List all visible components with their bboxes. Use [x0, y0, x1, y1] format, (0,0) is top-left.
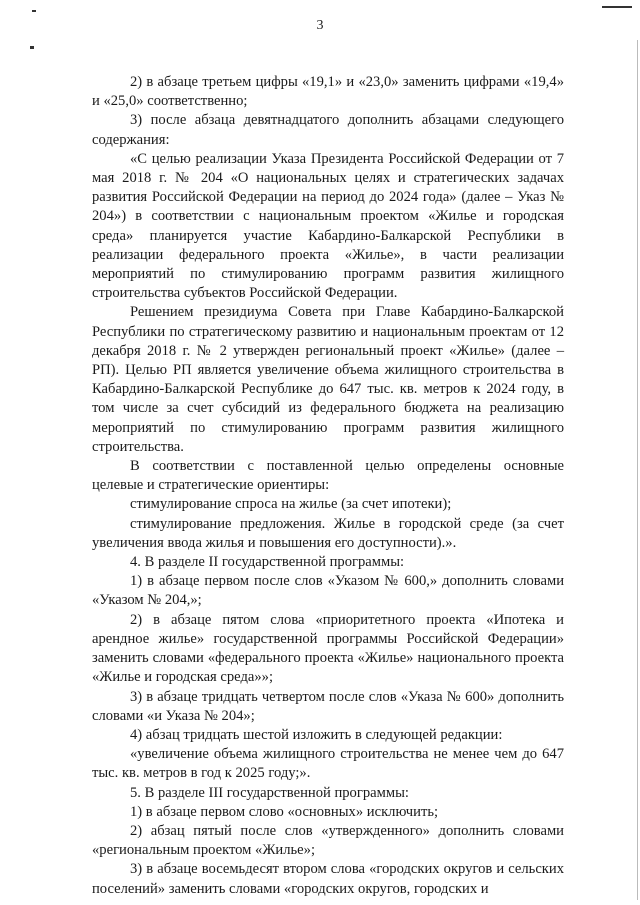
paragraph: 4) абзац тридцать шестой изложить в следующей редакции: [130, 726, 503, 743]
page-number: 3 [316, 18, 324, 33]
paragraph: 2) абзац пятый после слов «утвержденного» дополнить словами «региональным проектом «Жилье»; [92, 822, 564, 859]
scan-artifact-dot [30, 46, 34, 49]
paragraph: «С целью реализации Указа Президента Российской Федерации от 7 мая 2018 г. № 204 «О национальных целях и стратегических задачах развития Российской Федерации на период до 2024 года» (далее – Указ № 204») в соответствии с национальным проектом «Жилье и городская среда» планируется участие Кабардино-Балкарской Республики в реализации федерального проекта «Жилье», в части реализации мероприятий по стимулированию программ развития жилищного строительства субъектов Российской Федерации. [92, 150, 564, 302]
scan-artifact-edge [637, 40, 638, 900]
paragraph: 4. В разделе II государственной программы: [130, 554, 405, 571]
scan-artifact-top-line [602, 6, 632, 8]
paragraph: стимулирование предложения. Жилье в городской среде (за счет увеличения ввода жилья и повышения его доступности).». [92, 515, 564, 551]
document-body [92, 73, 564, 899]
paragraph: 1) в абзаце первом после слов «Указом № 600,» дополнить словами «Указом № 204,»; [92, 573, 564, 609]
paragraph: 2) в абзаце третьем цифры «19,1» и «23,0» заменить цифрами «19,4» и «25,0» соответственно; [92, 74, 564, 110]
paragraph: 5. В разделе III государственной программы: [130, 784, 409, 801]
paragraph: Решением президиума Совета при Главе Кабардино-Балкарской Республики по стратегическому развитию и национальным проектам от 12 декабря 2018 г. № 2 утвержден региональный проект «Жилье» (далее – РП). Целью РП является увеличение объема жилищного строительства в Кабардино-Балкарской Республике до 647 тыс. кв. метров к 2024 году, в том числе за счет субсидий из федерального бюджета на реализацию мероприятий по стимулированию программ развития жилищного строительства. [92, 304, 564, 455]
paragraph: 2) в абзаце пятом слова «приоритетного проекта «Ипотека и арендное жилье» государственной программы Российской Федерации» заменить словами «федерального проекта «Жилье» национального проекта «Жилье и городская среда»»; [92, 611, 564, 686]
scan-artifact-dot [32, 10, 36, 12]
paragraph: 3) после абзаца девятнадцатого дополнить абзацами следующего содержания: [92, 112, 564, 148]
paragraph: 1) в абзаце первом слово «основных» исключить; [130, 803, 439, 820]
paragraph: В соответствии с поставленной целью определены основные целевые и стратегические ориентиры: [92, 458, 564, 494]
paragraph: 3) в абзаце восемьдесят втором слова «городских округов и сельских поселений» заменить словами «городских округов, городских и [92, 861, 564, 897]
paragraph: «увеличение объема жилищного строительства не менее чем до 647 тыс. кв. метров в год к 2025 году;». [92, 746, 564, 782]
paragraph: 3) в абзаце тридцать четвертом после слов «Указа № 600» дополнить словами «и Указа № 204»; [92, 688, 564, 724]
paragraph: стимулирование спроса на жилье (за счет ипотеки); [130, 496, 452, 513]
